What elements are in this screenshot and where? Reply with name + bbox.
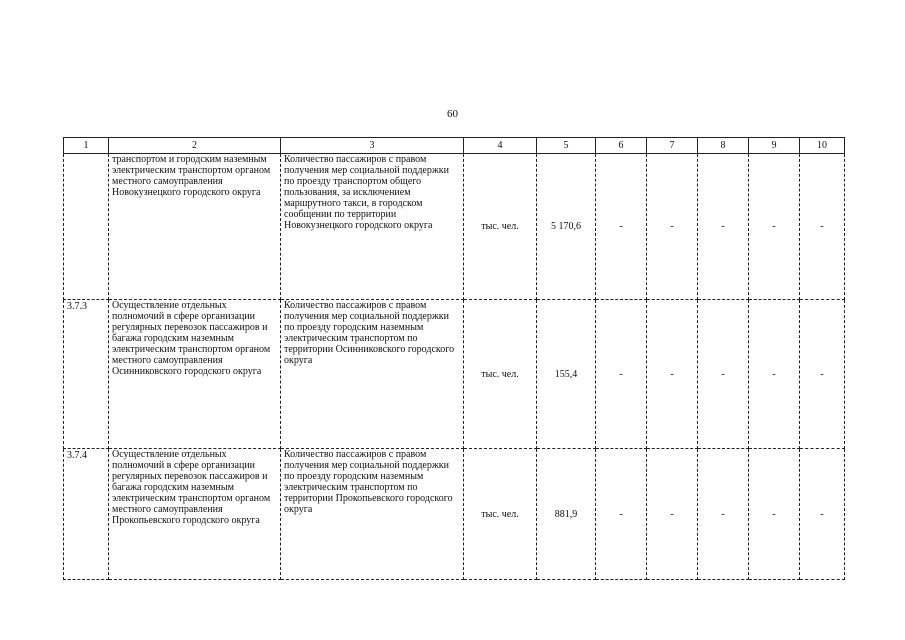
- page-number: 60: [447, 108, 458, 120]
- row-indicator: Количество пассажиров с правом получения мер социальной поддержки по проезду транспортом общего пользования, за исключением маршрутного такси, в городском сообщении по территории Новокузнецкого городского округа: [281, 154, 464, 300]
- header-cell: 4: [464, 138, 537, 154]
- row-value: 5 170,6: [537, 154, 596, 300]
- row-col10: -: [800, 449, 845, 580]
- header-cell: 3: [281, 138, 464, 154]
- row-unit: тыс. чел.: [464, 449, 537, 580]
- row-col6: -: [596, 300, 647, 449]
- row-description: транспортом и городским наземным электрическим транспортом органом местного самоуправления Новокузнецкого городского округа: [109, 154, 281, 300]
- header-cell: 8: [698, 138, 749, 154]
- row-description: Осуществление отдельных полномочий в сфере организации регулярных перевозок пассажиров и багажа городским наземным электрическим транспортом органом местного самоуправления Осинниковского городского округа: [109, 300, 281, 449]
- row-number: 3.7.4: [64, 449, 109, 580]
- row-col8: -: [698, 300, 749, 449]
- row-col9: -: [749, 154, 800, 300]
- data-table: [63, 137, 845, 580]
- row-unit: тыс. чел.: [464, 300, 537, 449]
- header-cell: 5: [537, 138, 596, 154]
- row-number: 3.7.3: [64, 300, 109, 449]
- row-col10: -: [800, 154, 845, 300]
- row-col8: -: [698, 154, 749, 300]
- row-col9: -: [749, 449, 800, 580]
- row-description: Осуществление отдельных полномочий в сфере организации регулярных перевозок пассажиров и багажа городским наземным электрическим транспортом органом местного самоуправления Прокопьевского городского округа: [109, 449, 281, 580]
- table-header-row: [64, 138, 845, 154]
- row-value: 155,4: [537, 300, 596, 449]
- table-row: [64, 449, 845, 580]
- header-cell: 1: [64, 138, 109, 154]
- row-col8: -: [698, 449, 749, 580]
- header-cell: 9: [749, 138, 800, 154]
- row-indicator: Количество пассажиров с правом получения мер социальной поддержки по проезду городским наземным электрическим транспортом по территории Осинниковского городского округа: [281, 300, 464, 449]
- row-col7: -: [647, 154, 698, 300]
- table-row: [64, 154, 845, 300]
- row-unit: тыс. чел.: [464, 154, 537, 300]
- row-indicator: Количество пассажиров с правом получения мер социальной поддержки по проезду городским наземным электрическим транспортом по территории Прокопьевского городского округа: [281, 449, 464, 580]
- row-number: [64, 154, 109, 300]
- header-cell: 10: [800, 138, 845, 154]
- row-col6: -: [596, 154, 647, 300]
- row-value: 881,9: [537, 449, 596, 580]
- header-cell: 2: [109, 138, 281, 154]
- header-cell: 7: [647, 138, 698, 154]
- row-col10: -: [800, 300, 845, 449]
- row-col7: -: [647, 300, 698, 449]
- table-row: [64, 300, 845, 449]
- row-col7: -: [647, 449, 698, 580]
- header-cell: 6: [596, 138, 647, 154]
- row-col9: -: [749, 300, 800, 449]
- row-col6: -: [596, 449, 647, 580]
